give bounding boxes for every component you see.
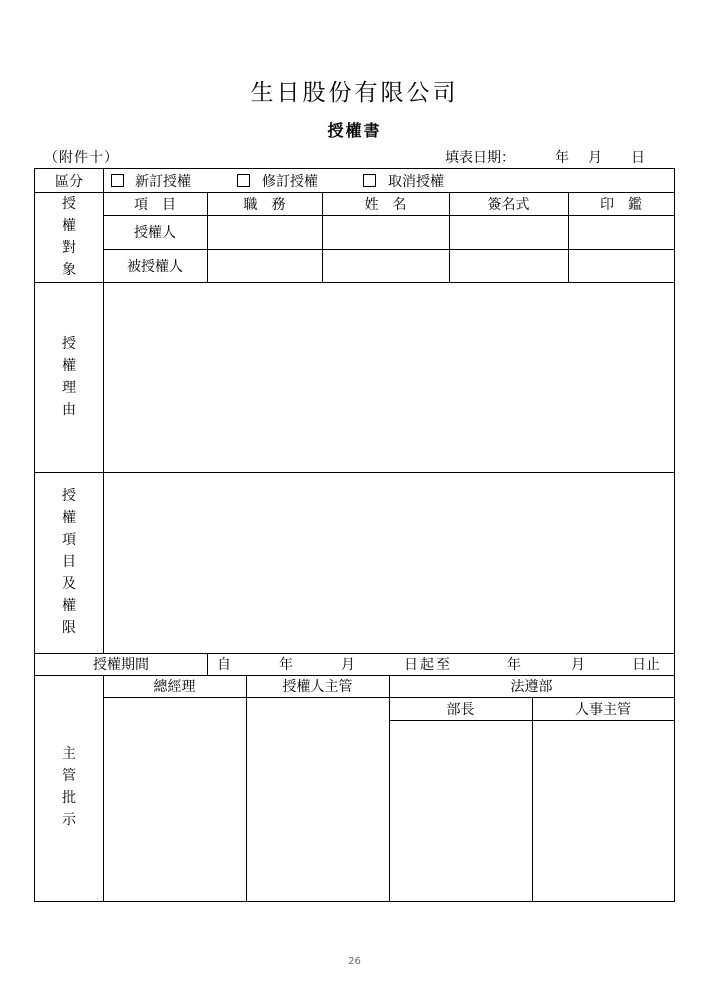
new-authorization-checkbox[interactable]	[111, 174, 124, 187]
hr-head-header: 人事主管	[575, 701, 631, 718]
reason-label: 授 權 理 由	[62, 336, 76, 418]
attachment-label: （附件十）	[44, 150, 119, 166]
fill-date-label: 填表日期：	[445, 150, 515, 166]
period-month-end: 月	[571, 657, 585, 673]
general-manager-header: 總經理	[153, 679, 196, 695]
items-label: 授 權 項 目 及 權 限	[62, 488, 76, 636]
row-grantee: 被授權人	[127, 258, 183, 275]
period-day-start: 日起至	[404, 657, 452, 673]
document-title: 授權書	[327, 121, 382, 140]
row-grantor: 授權人	[134, 225, 176, 241]
revise-authorization-checkbox[interactable]	[237, 174, 250, 187]
col-name: 姓 名	[364, 196, 407, 213]
fill-date-day: 日	[631, 150, 645, 166]
legal-dept-header: 法遵部	[510, 679, 553, 695]
period-day-end: 日止	[632, 657, 660, 673]
target-label: 授 權 對 象	[62, 196, 76, 278]
period-year-start: 年	[279, 657, 293, 673]
revise-authorization-label: 修訂授權	[262, 173, 318, 190]
page-number: 26	[348, 956, 361, 967]
category-label: 區分	[55, 173, 83, 190]
cancel-authorization-checkbox[interactable]	[363, 174, 376, 187]
col-position: 職 務	[243, 196, 286, 213]
cancel-authorization-label: 取消授權	[388, 173, 444, 190]
authorization-form	[34, 168, 675, 902]
period-label: 授權期間	[93, 657, 149, 673]
new-authorization-label: 新訂授權	[135, 173, 191, 190]
period-month-start: 月	[341, 657, 355, 673]
supervisor-header: 授權人主管	[282, 679, 353, 695]
approval-label: 主 管 批 示	[62, 746, 76, 828]
company-name: 生日股份有限公司	[250, 80, 459, 106]
col-seal: 印 鑑	[600, 196, 642, 213]
col-item: 項 目	[134, 196, 176, 213]
col-signature: 簽名式	[487, 196, 530, 213]
period-year-end: 年	[507, 657, 521, 673]
legal-head-header: 部長	[446, 701, 475, 718]
fill-date-month: 月	[588, 150, 602, 166]
period-from: 自	[217, 657, 231, 673]
fill-date-year: 年	[555, 150, 569, 166]
